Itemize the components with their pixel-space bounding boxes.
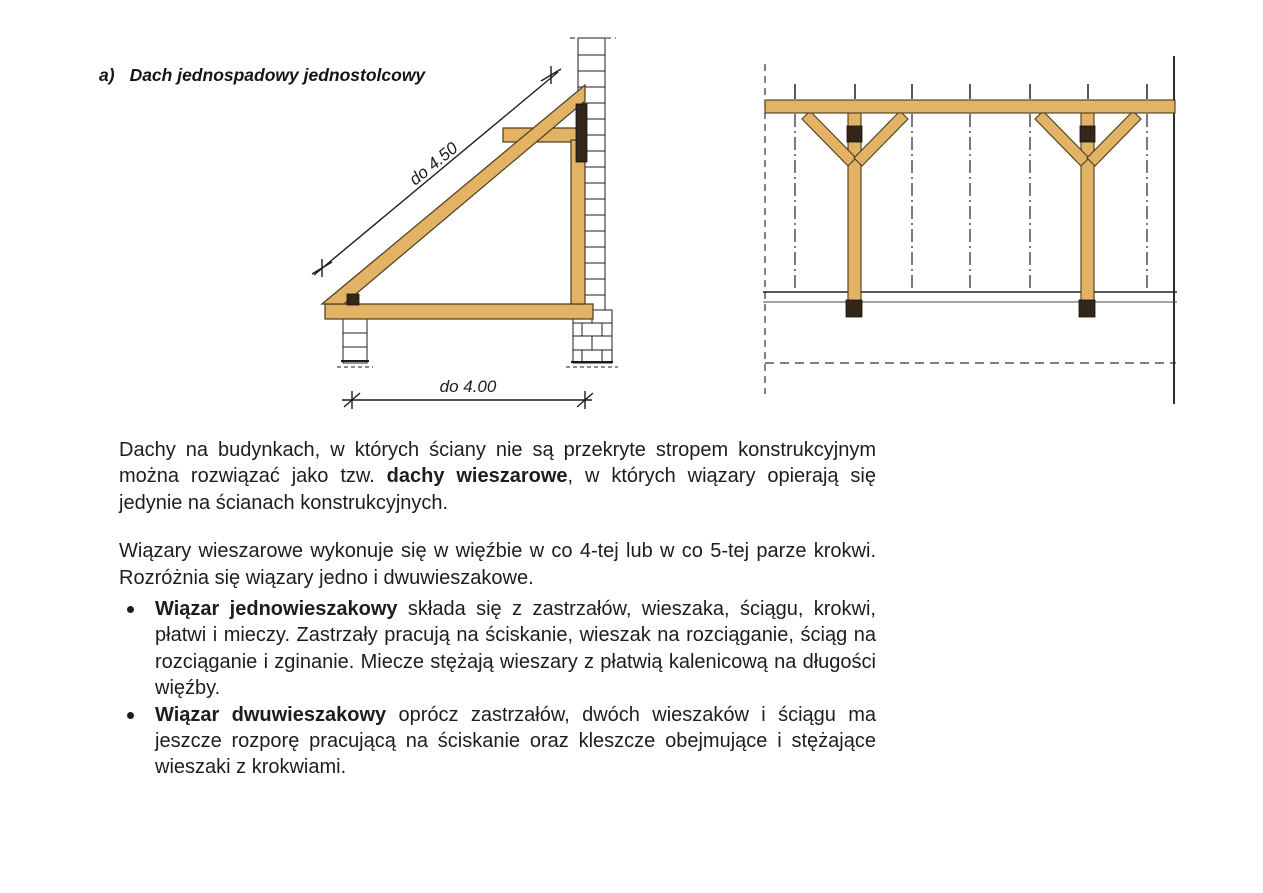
paragraph-dachy-wieszarowe: Dachy na budynkach, w których ściany nie są przekryte stropem konstrukcyjnym można rozwiązać jako tzw. dachy wieszarowe, w których wiązary opierają się jedynie na ścianach konstrukcyjnych. <box>119 439 876 514</box>
base-dimension-label: do 4.00 <box>439 377 497 396</box>
knee-wall-pillar <box>337 319 373 367</box>
slope-dimension-label: do 4.50 <box>405 138 462 190</box>
wall-anchor-block <box>576 104 587 162</box>
purlin-beam <box>765 100 1175 113</box>
bullet-text-dwuwieszakowy: Wiązar dwuwieszakowy oprócz zastrzałów, dwóch wieszaków i ściągu ma jeszcze rozporę pracującą na ściskanie oraz kleszcze obejmujące i stężające wieszaki z krokwiami. <box>155 703 876 779</box>
paragraph-wiazary: Wiązary wieszarowe wykonuje się w więźbie w co 4-tej lub w co 5-tej parze krokwi. Rozróżnia się wiązary jedno i dwuwieszakowe. <box>119 540 876 589</box>
purlin-frame-longitudinal-figure <box>748 40 1184 410</box>
post-left-connector-block <box>847 126 862 142</box>
wall-post <box>571 140 585 304</box>
list-item <box>119 596 876 702</box>
rafter <box>322 85 585 304</box>
post-right-connector-block <box>1080 126 1095 142</box>
bullet-icon <box>127 712 134 719</box>
list-item <box>119 702 876 781</box>
roof-cross-section-figure <box>285 18 625 418</box>
section-heading-label: a) <box>99 65 115 85</box>
slope-dimension-tick-end <box>541 66 561 84</box>
section-heading-title: Dach jednospadowy jednostolcowy <box>129 65 426 85</box>
post-left-base-block <box>846 300 862 317</box>
bullet-text-jednowieszakowy: Wiązar jednowieszakowy składa się z zastrzałów, wieszaka, ściągu, krokwi, płatwi i mieczy. Zastrzały pracują na ściskanie, wieszak na rozciąganie, ściąg na rozciąganie i zginanie. Miecze stężają wieszary z płatwią kalenicową na długości więźby. <box>155 598 876 700</box>
tie-beam <box>325 304 593 319</box>
post-right-base-block <box>1079 300 1095 317</box>
rafter-centerline-ticks <box>795 84 1147 99</box>
pillar-shaft <box>343 319 367 363</box>
rafter-heel-block <box>347 294 359 305</box>
bullet-icon <box>127 606 134 613</box>
bullet-list <box>119 596 876 781</box>
body-text <box>119 437 876 781</box>
timber-members <box>322 85 593 319</box>
